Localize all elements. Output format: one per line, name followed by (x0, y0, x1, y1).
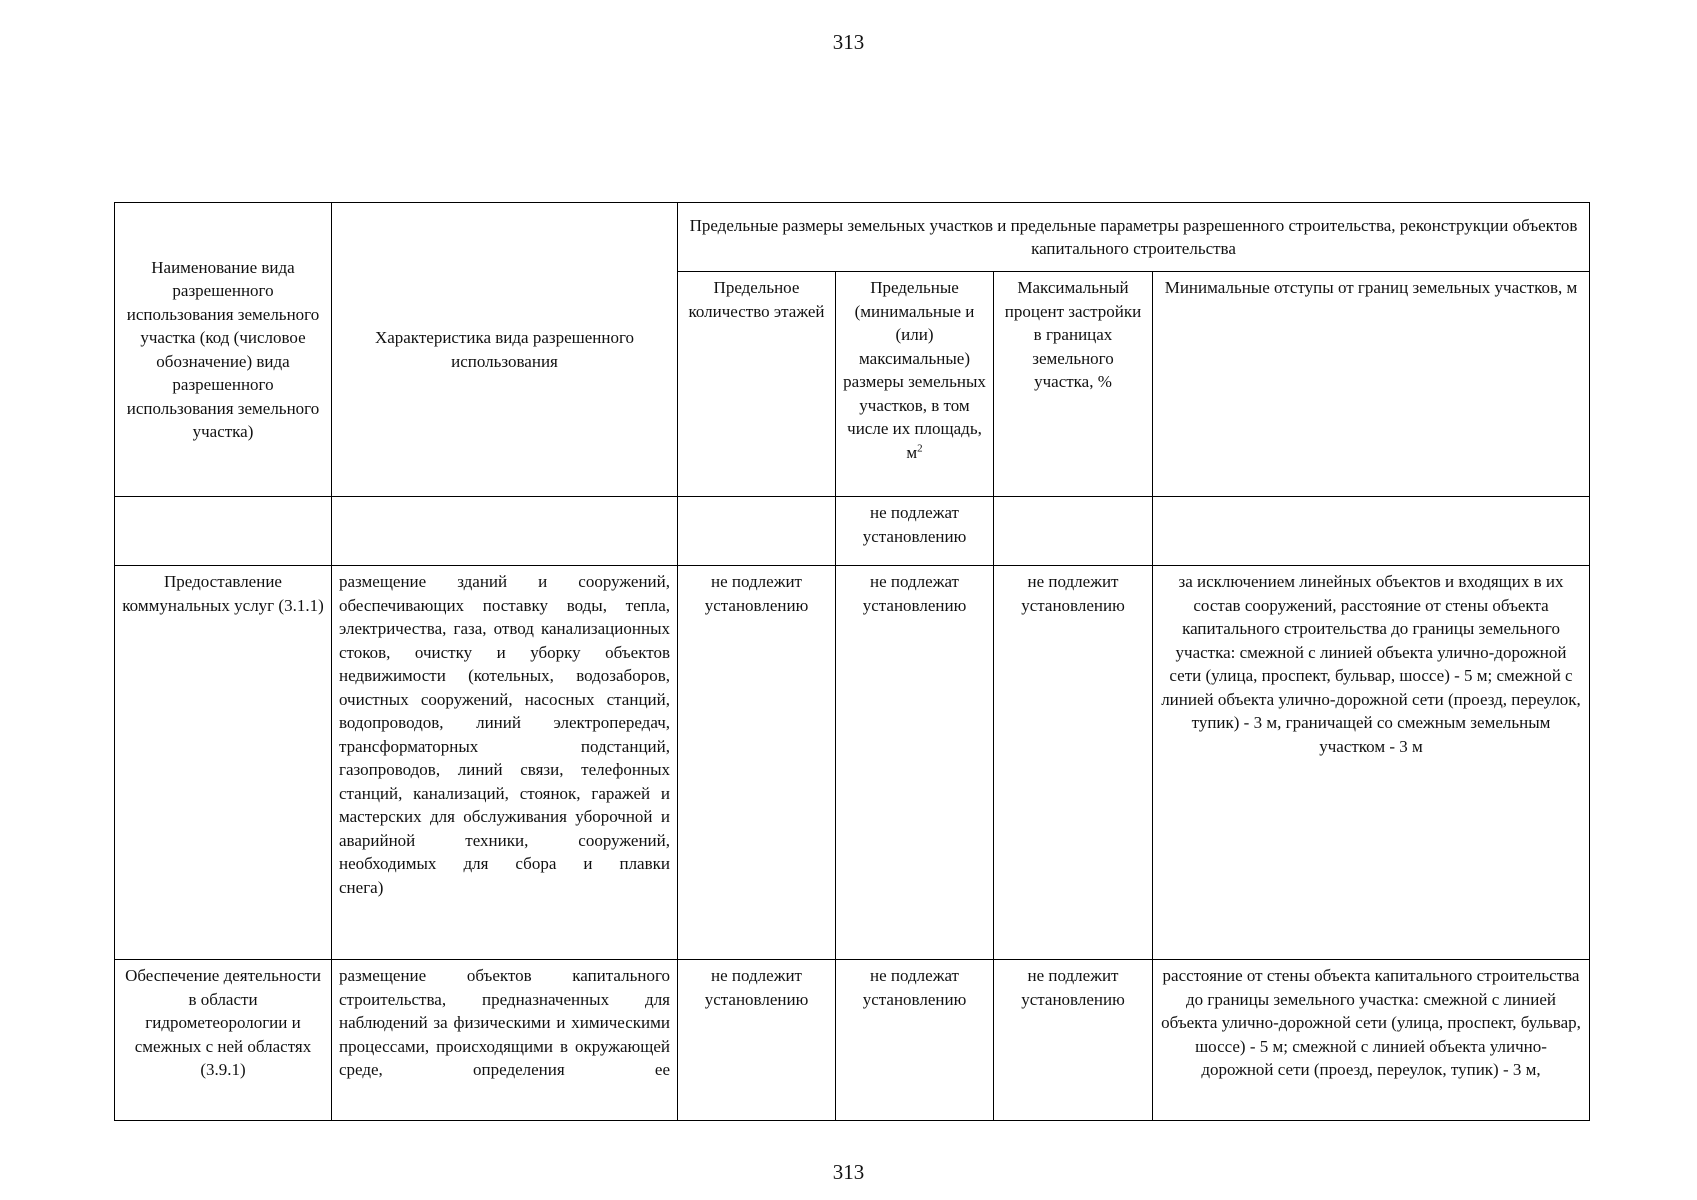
cell-setbacks: за исключением линейных объектов и входящих в их состав сооружений, расстояние от стены объекта капитального строительства до границы земельного участка: смежной с линией объекта улично-дорожной сети (улица, проспект, бульвар, шоссе) - 5 м; смежной с линией объекта улично-дорожной сети (проезд, переулок, тупик) - 3 м, граничащей со смежным земельным участком - 3 м (1153, 566, 1590, 960)
header-plot-size (836, 272, 994, 497)
page-number-top: 313 (832, 30, 865, 54)
land-use-table (114, 202, 1590, 1121)
cell-name (115, 497, 332, 566)
cell-description (332, 497, 678, 566)
header-coverage: Максимальный процент застройки в границах земельного участка, % (994, 272, 1153, 497)
cell-description-last: снега) (339, 877, 384, 897)
header-setbacks: Минимальные отступы от границ земельных участков, м (1153, 272, 1590, 497)
cell-name: Предоставление коммунальных услуг (3.1.1) (115, 566, 332, 960)
cell-plot-size: не подлежат установлению (836, 566, 994, 960)
header-group-limits: Предельные размеры земельных участков и предельные параметры разрешенного строительства, реконструкции объектов капитального строительства (678, 203, 1590, 272)
cell-floors (678, 497, 836, 566)
cell-floors: не подлежит установлению (678, 566, 836, 960)
cell-setbacks (1153, 497, 1590, 566)
cell-setbacks: расстояние от стены объекта капитального строительства до границы земельного участка: смежной с линией объекта улично-дорожной сети (улица, проспект, бульвар, шоссе) - 5 м; смежной с линией объекта улично-дорожной сети (проезд, переулок, тупик) - 3 м, (1153, 960, 1590, 1121)
table-row (115, 960, 1590, 1121)
cell-name: Обеспечение деятельности в области гидрометеорологии и смежных с ней областях (3.9.1) (115, 960, 332, 1121)
cell-plot-size: не подлежат установлению (836, 960, 994, 1121)
header-plot-size-text: Предельные (минимальные и (или) максимальные) размеры земельных участков, в том числе их площадь, м (843, 278, 986, 462)
header-land-use-name: Наименование вида разрешенного использования земельного участка (код (числовое обозначение) вида разрешенного использования земельного участка) (115, 203, 332, 497)
table-row (115, 497, 1590, 566)
header-characteristic: Характеристика вида разрешенного использования (332, 203, 678, 497)
table-header-row (115, 203, 1590, 272)
cell-floors: не подлежит установлению (678, 960, 836, 1121)
cell-description (332, 566, 678, 960)
header-floors: Предельное количество этажей (678, 272, 836, 497)
cell-coverage (994, 497, 1153, 566)
table-row (115, 566, 1590, 960)
cell-description (332, 960, 678, 1121)
cell-plot-size: не подлежат установлению (836, 497, 994, 566)
header-plot-size-sup: 2 (917, 441, 923, 454)
page-number-bottom: 313 (832, 1160, 865, 1184)
cell-coverage: не подлежит установлению (994, 960, 1153, 1121)
cell-description-text: размещение зданий и сооружений, обеспечивающих поставку воды, тепла, электричества, газа, отвод канализационных стоков, очистку и уборку объектов недвижимости (котельных, водозаборов, очистных сооружений, насосных станций, водопроводов, линий электропередач, трансформаторных подстанций, газопроводов, линий связи, телефонных станций, канализаций, стоянок, гаражей и мастерских для обслуживания уборочной и аварийной техники, сооружений, необходимых для сбора и плавки (339, 572, 670, 873)
cell-coverage: не подлежит установлению (994, 566, 1153, 960)
cell-description-text: размещение объектов капитального строительства, предназначенных для наблюдений за физическими и химическими процессами, происходящими в окружающей среде, определения ее (339, 966, 670, 1079)
